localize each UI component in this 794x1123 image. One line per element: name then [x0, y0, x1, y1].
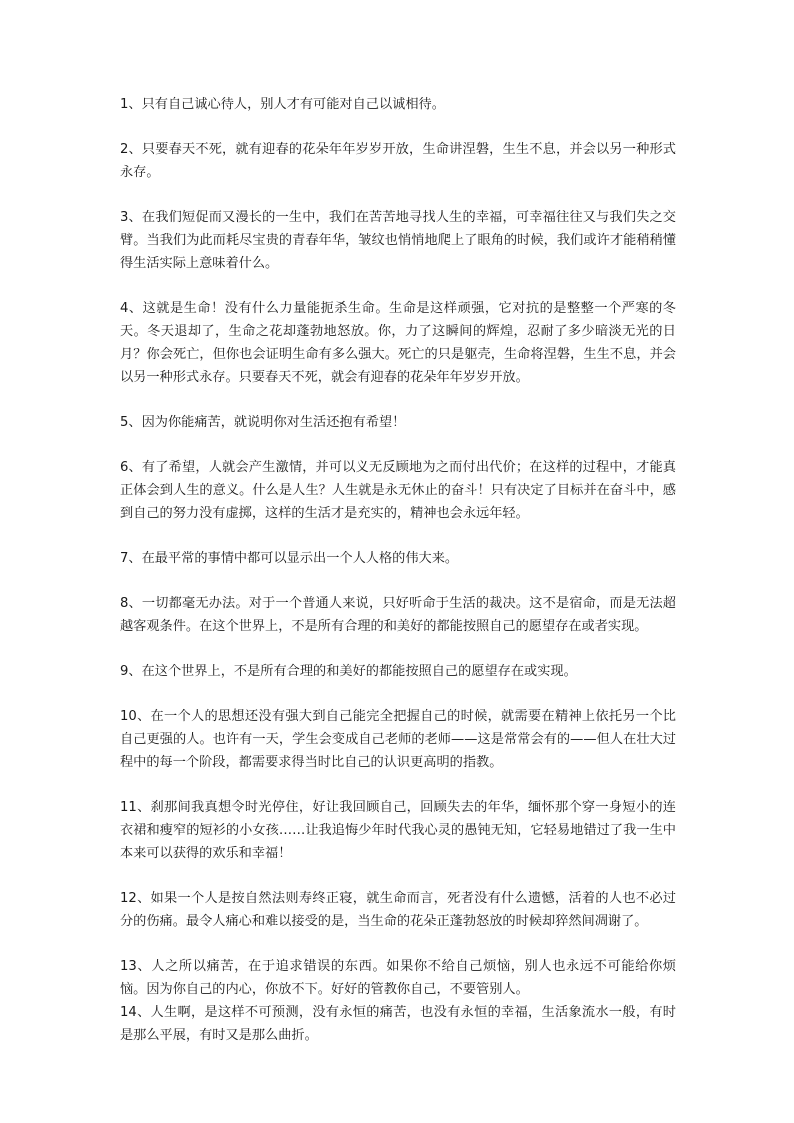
paragraph-14: 14、人生啊，是这样不可预测，没有永恒的痛苦，也没有永恒的幸福，生活象流水一般，有时是那么平展，有时又是那么曲折。: [120, 1005, 676, 1043]
paragraph-2: 2、只要春天不死，就有迎春的花朵年年岁岁开放，生命讲涅磐，生生不息，并会以另一种形式永存。: [120, 142, 676, 180]
paragraph-13: 13、人之所以痛苦，在于追求错误的东西。如果你不给自己烦恼，别人也永远不可能给你烦恼。因为你自己的内心，你放不下。好好的管教你自己，不要管别人。: [120, 959, 676, 997]
paragraph-10: 10、在一个人的思想还没有强大到自己能完全把握自己的时候，就需要在精神上依托另一个比自己更强的人。也许有一天，学生会变成自己老师的老师——这是常常会有的——但人在壮大过程中的每一个阶段，都需要求得当时比自己的认识更高明的指教。: [120, 709, 676, 770]
paragraph-4: 4、这就是生命！没有什么力量能扼杀生命。生命是这样顽强，它对抗的是整整一个严寒的冬天。冬天退却了，生命之花却蓬勃地怒放。你，力了这瞬间的辉煌，忍耐了多少暗淡无光的日月？你会死亡，但你也会证明生命有多么强大。死亡的只是躯壳，生命将涅磐，生生不息，并会以另一种形式永存。只要春天不死，就会有迎春的花朵年年岁岁开放。: [120, 301, 676, 385]
paragraph-12: 12、如果一个人是按自然法则寿终正寝，就生命而言，死者没有什么遗憾，活着的人也不必过分的伤痛。最令人痛心和难以接受的是，当生命的花朵正蓬勃怒放的时候却猝然间凋谢了。: [120, 891, 676, 929]
paragraph-1: 1、只有自己诚心待人，别人才有可能对自己以诚相待。: [120, 97, 445, 112]
paragraph-11: 11、刹那间我真想令时光停住，好让我回顾自己，回顾失去的年华，缅怀那个穿一身短小的连衣裙和瘦窄的短衫的小女孩……让我追悔少年时代我心灵的愚钝无知，它轻易地错过了我一生中本来可以获得的欢乐和幸福！: [120, 800, 676, 861]
paragraph-9: 9、在这个世界上，不是所有合理的和美好的都能按照自己的愿望存在或实现。: [120, 664, 577, 679]
paragraph-5: 5、因为你能痛苦，就说明你对生活还抱有希望！: [120, 415, 406, 430]
paragraph-8: 8、一切都毫无办法。对于一个普通人来说，只好听命于生活的裁决。这不是宿命，而是无法超越客观条件。在这个世界上，不是所有合理的和美好的都能按照自己的愿望存在或者实现。: [120, 596, 676, 634]
paragraph-7: 7、在最平常的事情中都可以显示出一个人人格的伟大来。: [120, 551, 459, 566]
paragraph-3: 3、在我们短促而又漫长的一生中，我们在苦苦地寻找人生的幸福，可幸福往往又与我们失之交臂。当我们为此而耗尽宝贵的青春年华，皱纹也悄悄地爬上了眼角的时候，我们或许才能稍稍懂得生活实际上意味着什么。: [120, 210, 676, 271]
paragraph-6: 6、有了希望，人就会产生激情，并可以义无反顾地为之而付出代价；在这样的过程中，才能真正体会到人生的意义。什么是人生？人生就是永无休止的奋斗！只有决定了目标并在奋斗中，感到自己的努力没有虚掷，这样的生活才是充实的，精神也会永远年轻。: [120, 460, 676, 521]
document-page: [120, 93, 676, 1069]
